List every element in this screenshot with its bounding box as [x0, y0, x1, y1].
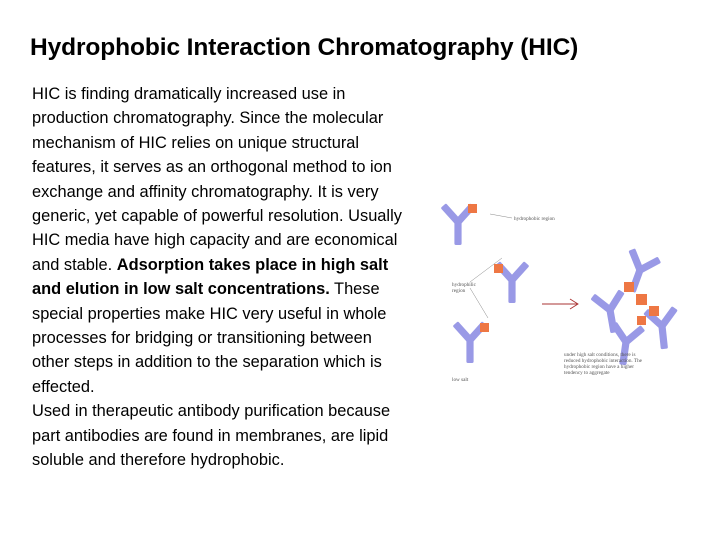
paragraph-adsorption	[32, 82, 410, 399]
pointer-line-hydrophobic	[490, 214, 512, 218]
antibody-2	[494, 261, 529, 303]
paragraph-text-1: HIC is finding dramatically increased use in production chromatography. Since the molecular mechanism of HIC relies on unique structural features, it serves as an orthogonal method to ion exchange and affinity chromatography. It is very generic, yet capable of powerful resolution. Usually HIC media have high capacity and are economical and stable.	[32, 85, 402, 274]
antibody-agg-3	[643, 306, 682, 351]
pointer-line-hydrophilic-2	[470, 288, 488, 318]
hydrophobic-patch-2	[636, 294, 647, 305]
label-low-salt: low salt	[452, 377, 469, 383]
antibody-agg-1	[616, 246, 663, 297]
caption-line-2: reduced hydrophobic interaction. The	[564, 358, 642, 364]
caption-line-1: under high salt conditions, there is	[564, 352, 636, 358]
caption-line-4: tendency to aggregate	[564, 370, 610, 376]
hydrophobic-patch-4	[637, 316, 646, 325]
antibody-1	[441, 203, 477, 245]
hydrophobic-patch-1	[624, 282, 634, 292]
caption-line-3: hydrophobic region have a higher	[564, 364, 635, 370]
paragraph-therapeutic: Used in therapeutic antibody purification because part antibodies are found in membranes, are lipid soluble and therefore hydrophobic.	[32, 402, 391, 470]
label-hydrophilic-line2: region	[452, 288, 466, 294]
slide-title: Hydrophobic Interaction Chromatography (HIC)	[30, 34, 579, 61]
paragraph-bold-salt-statement: Adsorption takes place in high salt and elution in low salt concentrations.	[32, 255, 389, 299]
paragraph-text-2: These special properties make HIC very useful in whole processes for bridging or transitioning between other steps in addition to the separation which is effected.	[32, 280, 387, 396]
label-hydrophobic-region: hydrophobic region	[514, 216, 555, 222]
antibody-aggregate	[590, 246, 682, 367]
hic-figure	[430, 190, 700, 390]
antibody-3	[453, 321, 489, 363]
body-text	[32, 82, 410, 473]
transition-arrow	[542, 299, 578, 309]
hydrophobic-patch-3	[649, 306, 659, 316]
label-hydrophilic-line1: hydrophilic	[452, 282, 476, 288]
antibody-agg-2	[590, 289, 632, 336]
